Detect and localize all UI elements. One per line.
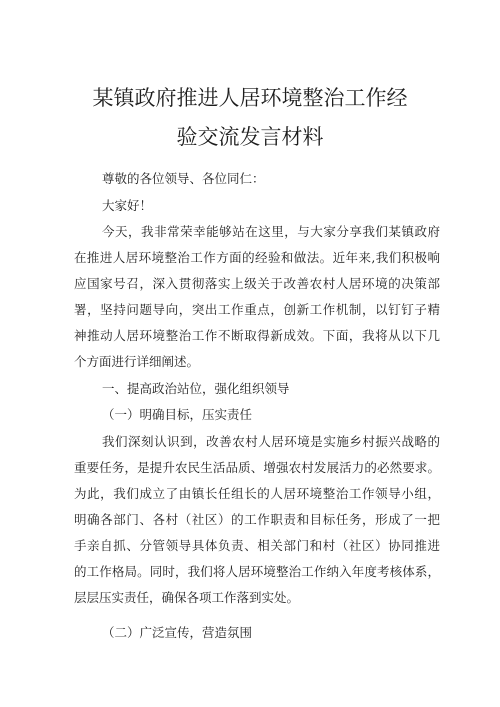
hello-line: 大家好！ xyxy=(102,198,153,213)
paragraph-1-line-3: 应国家号召，深入贯彻落实上级关于改善农村人居环境的决策部 xyxy=(74,276,440,291)
subsection-heading-2: （二）广泛宣传，营造氛围 xyxy=(102,625,253,640)
paragraph-2-line-6: 的工作格局。同时，我们将人居环境整治工作纳入年度考核体系， xyxy=(74,564,440,579)
section-heading-1: 一、提高政治站位，强化组织领导 xyxy=(102,381,290,396)
paragraph-2-line-2: 重要任务，是提升农民生活品质、增强农村发展活力的必然要求。 xyxy=(74,460,440,475)
paragraph-2-line-3: 为此，我们成立了由镇长任组长的人居环境整治工作领导小组， xyxy=(74,486,440,501)
paragraph-2-line-4: 明确各部门、各村（社区）的工作职责和目标任务，形成了一把 xyxy=(74,512,440,527)
paragraph-1-line-5: 神推动人居环境整治工作不断取得新成效。下面，我将从以下几 xyxy=(74,328,440,343)
paragraph-1-line-2: 在推进人居环境整治工作方面的经验和做法。近年来,我们积极响 xyxy=(74,250,440,265)
greeting: 尊敬的各位领导、各位同仁： xyxy=(102,171,265,186)
paragraph-1-line-6: 个方面进行详细阐述。 xyxy=(74,354,200,369)
document-title-line-1: 某镇政府推进人居环境整治工作经 xyxy=(92,86,408,110)
paragraph-2-line-7: 层层压实责任，确保各项工作落到实处。 xyxy=(74,590,300,605)
paragraph-1-line-4: 署，坚持问题导向，突出工作重点，创新工作机制，以钉钉子精 xyxy=(74,302,440,317)
paragraph-2-line-5: 手亲自抓、分管领导具体负责、相关部门和村（社区）协同推进 xyxy=(74,538,440,553)
subsection-heading-1: （一）明确目标，压实责任 xyxy=(102,407,253,422)
paragraph-1-line-1: 今天，我非常荣幸能够站在这里，与大家分享我们某镇政府 xyxy=(102,224,440,239)
paragraph-2-line-1: 我们深刻认识到，改善农村人居环境是实施乡村振兴战略的 xyxy=(102,434,440,449)
document-title-line-2: 验交流发言材料 xyxy=(176,125,324,149)
